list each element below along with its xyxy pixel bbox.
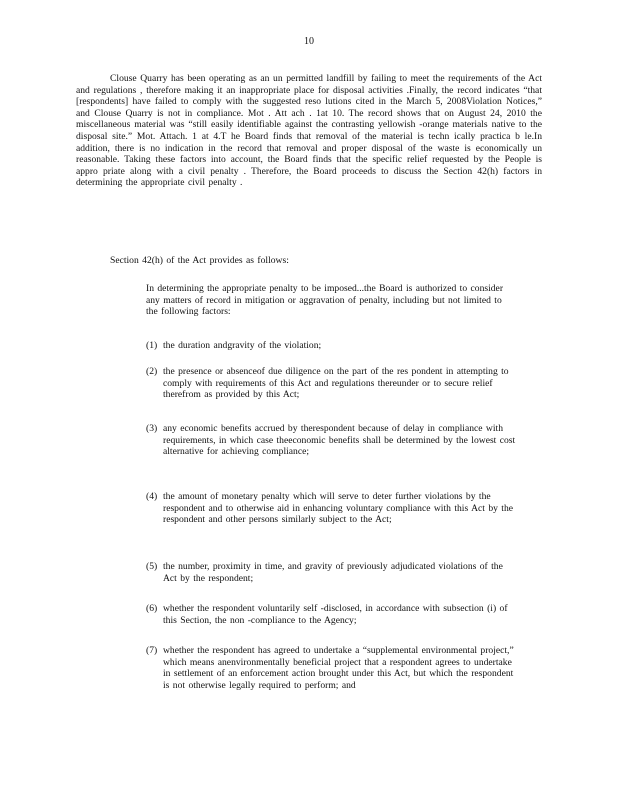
factor-text: the duration andgravity of the violation;: [163, 340, 322, 351]
factor-item: [146, 366, 516, 401]
factor-item: [146, 423, 516, 458]
factor-text: whether the respondent voluntarily self -disclosed, in accordance with subsection (i) of this Section, the non -compliance to the Agency;: [163, 603, 508, 626]
page-number: 10: [304, 36, 314, 47]
factor-number: (1): [146, 340, 158, 351]
block-quote-intro: In determining the appropriate penalty to be imposed...the Board is authorized to consider any matters of record in mitigation or aggravation of penalty, including but not limited to the following factors:: [146, 283, 504, 318]
factor-item: [146, 491, 516, 526]
factor-text: the presence or absenceof due diligence on the part of the res pondent in attempting to comply with requirements of this Act and regulations thereunder or to secure relief therefrom as provided by this Act;: [163, 366, 509, 401]
body-paragraph: [76, 73, 542, 189]
factor-text: the number, proximity in time, and gravity of previously adjudicated violations of the Act by the respondent;: [163, 561, 503, 584]
factor-number: (6): [146, 603, 158, 614]
factor-item: [146, 561, 516, 584]
section-intro: Section 42(h) of the Act provides as follows:: [110, 255, 289, 266]
factor-text: whether the respondent has agreed to undertake a “supplemental environmental project,” which means anenvironmentally beneficial project that a respondent agrees to undertake in settlement of an enforcement action brought under this Act, but which the respondent is not otherwise legally required to perform; and: [163, 645, 514, 691]
factor-number: (2): [146, 366, 158, 377]
factor-number: (5): [146, 561, 158, 572]
factor-number: (3): [146, 423, 158, 434]
factor-number: (7): [146, 645, 158, 656]
factor-item: [146, 340, 516, 352]
factor-item: [146, 603, 516, 626]
factor-number: (4): [146, 491, 158, 502]
factor-text: any economic benefits accrued by therespondent because of delay in compliance with requirements, in which case theeconomic benefits shall be determined by the lowest cost alternative for achieving compliance;: [163, 423, 516, 458]
factor-item: [146, 645, 516, 691]
paragraph-text: Clouse Quarry has been operating as an un permitted landfill by failing to meet the requirements of the Act and regulations , therefore making it an inappropriate place for disposal activities .Finally, the record indicates “that [respondents] have failed to comply with the suggested reso lutions cited in the March 5, 2008Violation Notices,” and Clouse Quarry is not in compliance. Mot . Att ach . 1at 10. The record shows that on August 24, 2010 the miscellaneous material was “still easily identifiable against the contrasting yellowish -orange materials native to the disposal site.” Mot. Attach. 1 at 4.T he Board finds that removal of the material is techn ically practica b le.In addition, there is no indication in the record that removal and proper disposal of the waste is economically un reasonable. Taking these factors into account, the Board finds that the specific relief requested by the People is appro priate along with a civil penalty . Therefore, the Board proceeds to discuss the Section 42(h) factors in determining the appropriate civil penalty .: [76, 73, 542, 189]
factor-text: the amount of monetary penalty which will serve to deter further violations by the respondent and to otherwise aid in enhancing voluntary compliance with this Act by the respondent and other persons similarly subject to the Act;: [163, 491, 514, 526]
